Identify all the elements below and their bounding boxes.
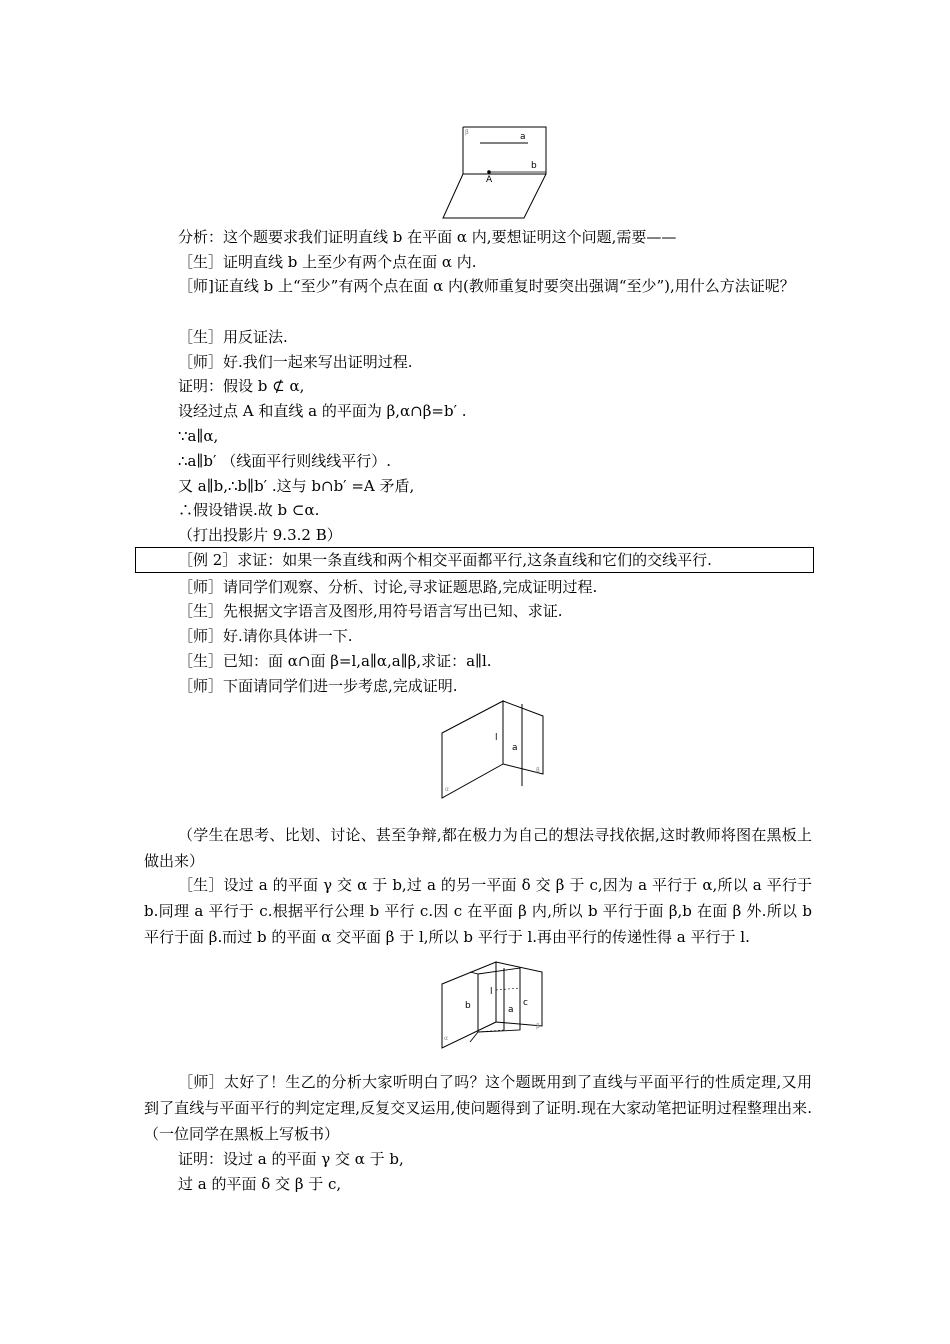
text-line: ［师］好.我们一起来写出证明过程. — [178, 353, 413, 371]
text-line: 设经过点 A 和直线 a 的平面为 β,α∩β=b′ . — [178, 402, 467, 420]
text-line: ∴a∥b′ （线面平行则线线平行）. — [178, 452, 391, 470]
text-line: 证明：设过 a 的平面 γ 交 α 于 b, — [178, 1150, 404, 1168]
label-l: l — [495, 733, 498, 743]
example-2-box — [135, 547, 814, 573]
example-2-statement: ［例 2］求证：如果一条直线和两个相交平面都平行,这条直线和它们的交线平行. — [178, 551, 712, 569]
plane-beta — [503, 701, 543, 774]
label-beta: β — [465, 129, 469, 136]
text-line: ［师］请同学们观察、分析、讨论,寻求证题思路,完成证明过程. — [178, 578, 598, 596]
text-line: ［师］好.请你具体讲一下. — [178, 627, 353, 645]
point-A — [487, 170, 491, 174]
text-line: ［生］证明直线 b 上至少有两个点在面 α 内. — [178, 253, 477, 271]
text-line: 又 a∥b,∴b∥b′ .这与 b∩b′ =A 矛盾, — [178, 477, 415, 495]
text-line: ［生］已知：面 α∩面 β=l,a∥α,a∥β,求证：a∥l. — [178, 652, 492, 670]
text-line: ［生］先根据文字语言及图形,用符号语言写出已知、求证. — [178, 602, 563, 620]
label-beta: β — [536, 1023, 540, 1030]
text-line: 过 a 的平面 δ 交 β 于 c, — [178, 1175, 342, 1193]
label-A: A — [486, 175, 493, 185]
text-line: 分析：这个题要求我们证明直线 b 在平面 α 内,要想证明这个问题,需要—— — [178, 228, 677, 246]
figure-auxiliary-planes — [438, 960, 558, 1060]
label-alpha: α — [444, 1035, 448, 1042]
label-b: b — [531, 161, 537, 171]
label-b: b — [465, 1001, 471, 1011]
construction-line — [496, 988, 520, 990]
text-line: ∵a∥α, — [178, 427, 219, 445]
text-paragraph: （学生在思考、比划、讨论、甚至争辩,都在极力为自己的想法寻找依据,这时教师将图在黑板上做出来） — [144, 826, 812, 870]
figure-plane-line-proof — [440, 120, 570, 225]
label-beta: β — [536, 767, 540, 774]
label-alpha: α — [445, 786, 449, 793]
label-l: l — [490, 987, 493, 997]
text-line: （打出投影片 9.3.2 B） — [178, 526, 342, 544]
text-line: 证明：假设 b ⊄ α, — [178, 377, 305, 395]
label-a: a — [520, 132, 526, 142]
text-paragraph: ［师］太好了！生乙的分析大家听明白了吗？这个题既用到了直线与平面平行的性质定理,又用到了直线与平面平行的判定定理,反复交叉运用,使问题得到了证明.现在大家动笔把证明过程整理出来.（一位同学在黑板上写板书） — [144, 1073, 812, 1143]
text-line: ［师］下面请同学们进一步考虑,完成证明. — [178, 677, 458, 695]
text-paragraph: ［生］设过 a 的平面 γ 交 α 于 b,过 a 的另一平面 δ 交 β 于 c,因为 a 平行于 α,所以 a 平行于 b.同理 a 平行于 c.根据平行公理 b 平行 c.因 c 在平面 β 内,所以 b 平行于面 β,b 在面 β 外.所以 b 平行于面 β.而过 b 的平面 α 交平面 β 于 l,所以 b 平行于 l.再由平行的传递性得 a 平行于 l. — [144, 876, 812, 946]
figure-two-intersecting-planes — [438, 698, 558, 803]
label-c: c — [523, 998, 528, 1008]
plane-alpha-outline — [443, 174, 546, 218]
text-paragraph: ［师]证直线 b 上“至少”有两个点在面 α 内(教师重复时要突出强调“至少”),用什么方法证呢？ — [178, 277, 795, 295]
text-line: ∴假设错误.故 b ⊂α. — [178, 501, 320, 519]
plane-beta — [496, 962, 542, 1026]
label-a: a — [512, 743, 518, 753]
text-line: ［生］用反证法. — [178, 328, 288, 346]
plane-alpha — [442, 701, 503, 798]
label-a: a — [508, 1005, 514, 1015]
